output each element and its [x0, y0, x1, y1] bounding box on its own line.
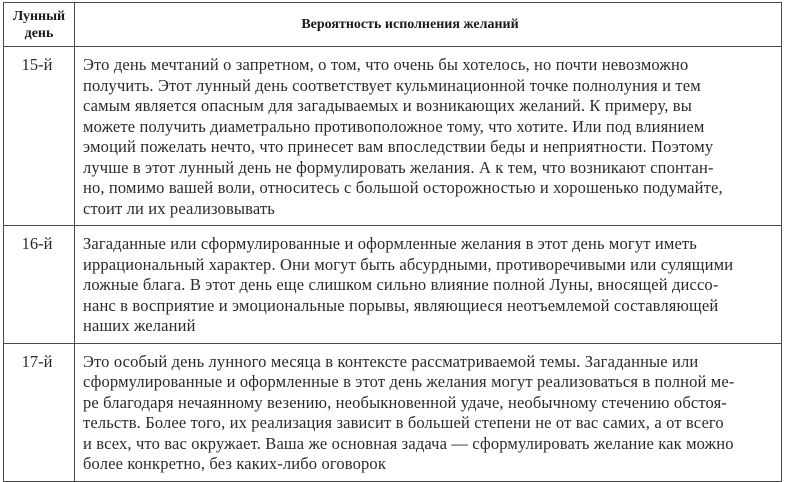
text-line: и всех, что вас окружает. Ваша же основная задача — сформулировать желание как можно [83, 433, 734, 453]
text-line: иррациональный характер. Они могут быть абсурдными, противоречивыми или сулящими [83, 254, 734, 274]
text-line: нанс в восприятие и эмоциональные порывы, являющиеся неотъемлемой составляющей [83, 295, 719, 315]
text-line: получить. Этот лунный день соответствует кульминационной точке полнолуния и тем [83, 75, 701, 95]
table-row [4, 343, 782, 481]
text-line: ре благодаря нечаянному везению, необыкновенной удаче, необычному стечению обстоя- [83, 392, 727, 412]
text-line: наших желаний [83, 316, 196, 335]
text-line: но, помимо вашей воли, относитесь с большой осторожностью и хорошенько подумайте, [83, 178, 723, 197]
text-line: лучше в этот лунный день не формулировать желания. А к тем, что возникают спонтан- [83, 157, 714, 177]
text-line: Загаданные или сформулированные и оформленные желания в этот день могут иметь [83, 234, 697, 253]
header-lunar-day-part: Лунный [12, 8, 66, 24]
text-line: можете получить диаметрально противоположное тому, что хотите. Или под влиянием [83, 116, 705, 136]
text-line: Это особый день лунного месяца в контексте рассматриваемой темы. Загаданные или [83, 351, 699, 371]
text-line: более конкретно, без каких-либо оговорок [83, 454, 386, 473]
cell-lunar-day: 16-й [4, 226, 75, 344]
table-row [4, 226, 782, 344]
text-line: стоит ли их реализовывать [83, 198, 275, 218]
text-line: тельств. Более того, их реализация зависит в большей степени не от вас самих, а от всего [83, 413, 724, 432]
lunar-days-wishes-table [3, 2, 782, 482]
text-line: эмоций пожелать нечто, что принесет вам впоследствии беды и неприятности. Поэтому [83, 137, 714, 156]
table-header-row [4, 3, 782, 47]
cell-description [75, 343, 782, 481]
cell-description [75, 47, 782, 226]
cell-description [75, 226, 782, 344]
text-line: ложные блага. В этот день еще слишком сильно влияние полной Луны, вносящей диссо- [83, 275, 719, 294]
text-line: сформулированные и оформленные в этот день желания могут реализоваться в полной ме- [83, 372, 735, 391]
header-lunar-day [4, 3, 75, 47]
header-lunar-day-part: день [24, 25, 54, 41]
cell-lunar-day: 17-й [4, 343, 75, 481]
text-line: самым является опасным для загадываемых и возникающих желаний. К примеру, вы [83, 96, 692, 115]
table-row [4, 47, 782, 226]
cell-lunar-day: 15-й [4, 47, 75, 226]
header-wish-probability: Вероятность исполнения желаний [75, 3, 782, 47]
text-line: Это день мечтаний о запретном, о том, что очень бы хотелось, но почти невозможно [83, 55, 689, 74]
